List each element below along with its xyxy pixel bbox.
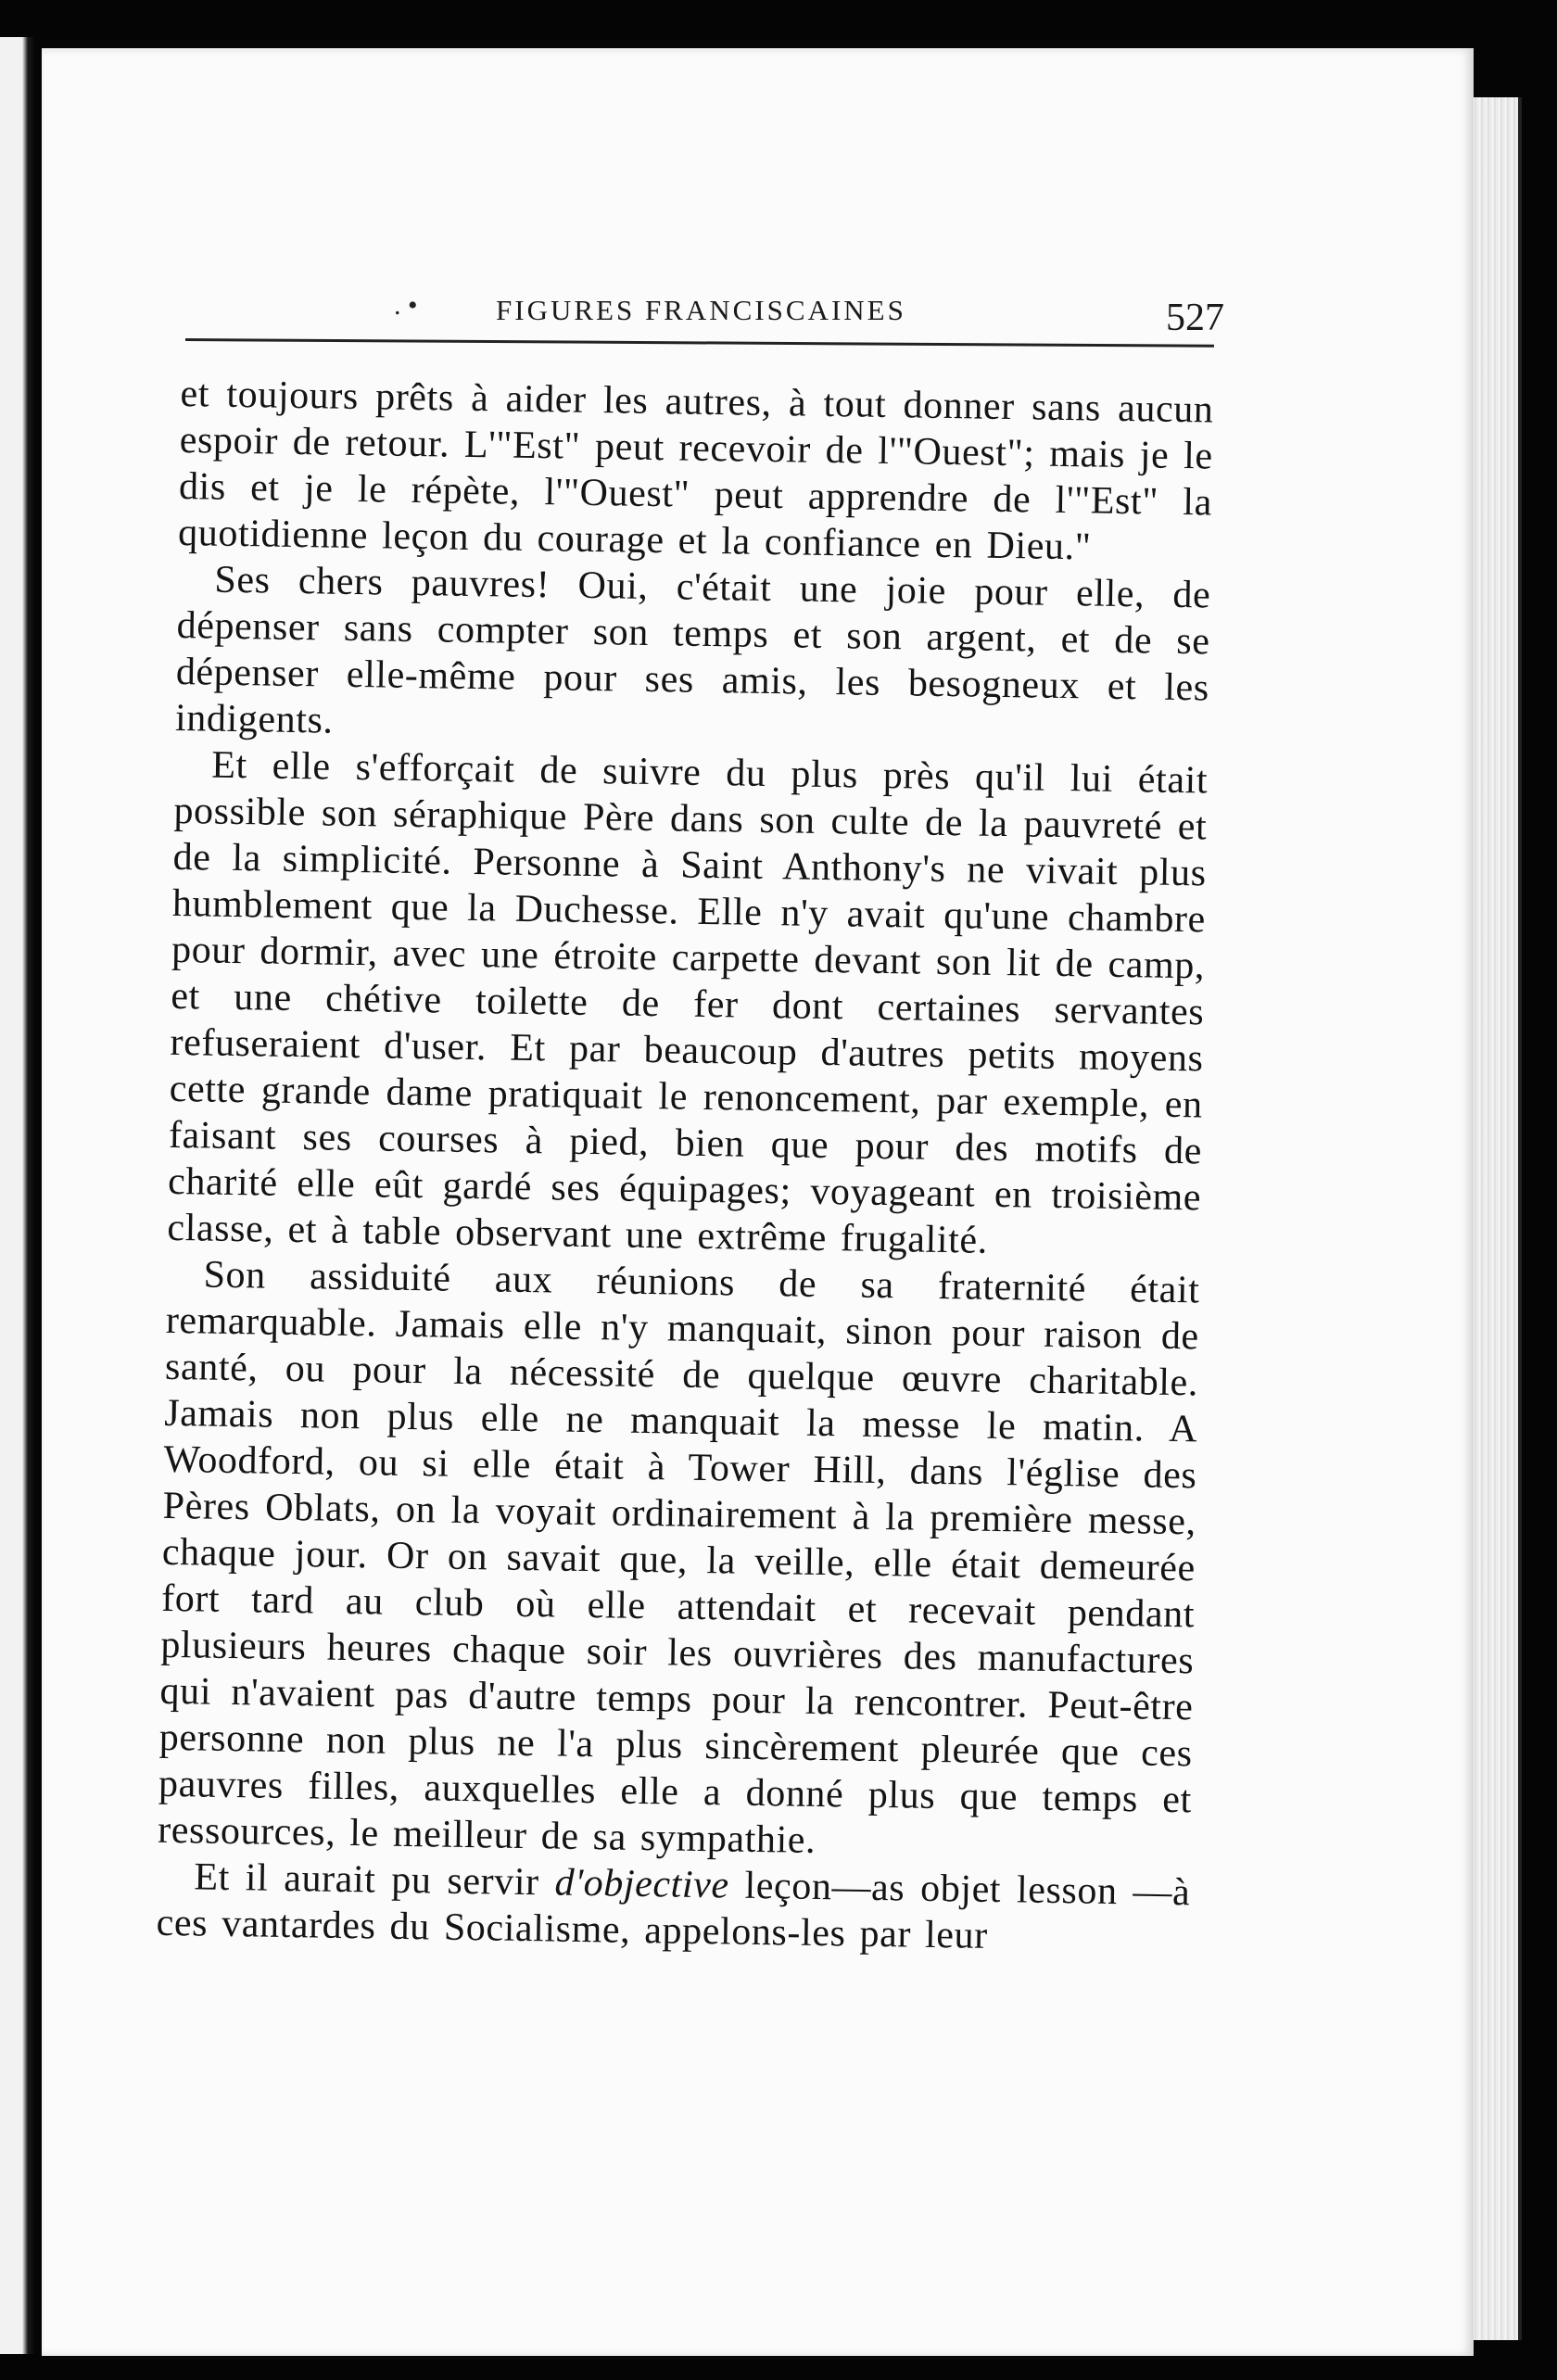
paragraph-1: et toujours prêts à aider les autres, à tout donner sans aucun espoir de retour. L'"Est" peut recevoir de l'"Ouest"; mais je le dis et je le répète, l'"Ouest" peut apprendre de l'"Est" la quotidienne leçon du courage et la confiance en Dieu." <box>177 372 1214 569</box>
paragraph-2: Ses chers pauvres! Oui, c'était une joie pour elle, de dépenser sans compter son temps et son argent, et de se dépenser elle-même pour ses amis, les besogneux et les indigents. <box>174 558 1211 742</box>
paragraph-5 <box>156 1854 1190 1963</box>
paragraph-5-end: leçon—as objet lesson —à ces vantardes du Socialisme, appelons-les par leur <box>156 1864 1191 1957</box>
running-head-title: FIGURES FRANCISCAINES <box>496 294 906 326</box>
body-text <box>156 371 1214 1962</box>
page-number: 527 <box>1166 297 1224 339</box>
running-head <box>185 236 1224 339</box>
italic-term: d'objective <box>554 1861 730 1907</box>
head-ornament: . • <box>394 290 418 321</box>
paragraph-4: Son assiduité aux réunions de sa fraternité était remarquable. Jamais elle n'y manquait, sinon pour raison de santé, ou pour la nécessité de quelque œuvre charitable. Jamais non plus elle ne manquait la messe le matin. A Woodford, ou si elle était à Tower Hill, dans l'église des Pères Oblats, on la voyait ordinairement à la première messe, chaque jour. Or on savait que, la veille, elle était demeurée fort tard au club où elle attendait et recevait pendant plusieurs heures chaque soir les ouvrières des manufactures qui n'avaient pas d'autre temps pour la rencontrer. Peut-être personne non plus ne l'a plus sincèrement pleurée que ces pauvres filles, auxquelles elle a donné plus que temps et ressources, le meilleur de sa sympathie. <box>157 1253 1200 1862</box>
adjacent-page-edge <box>0 37 35 2354</box>
paragraph-3: Et elle s'efforçait de suivre du plus près qu'il lui était possible son séraphique Père dans son culte de la pauvreté et de la simplicité. Personne à Saint Anthony's ne vivait plus humblement que la Duchesse. Elle n'y avait qu'une chambre pour dormir, avec une étroite carpette devant son lit de camp, et une chétive toilette de fer dont certaines servantes refuseraient d'user. Et par beaucoup d'autres petits moyens cette grande dame pratiquait le renoncement, par exemple, en faisant ses courses à pied, bien que pour des motifs de charité elle eût gardé ses équipages; voyageant en troisième classe, et à table observant une extrême frugalité. <box>167 743 1209 1262</box>
paragraph-5-start: Et il aurait pu servir <box>194 1855 555 1905</box>
